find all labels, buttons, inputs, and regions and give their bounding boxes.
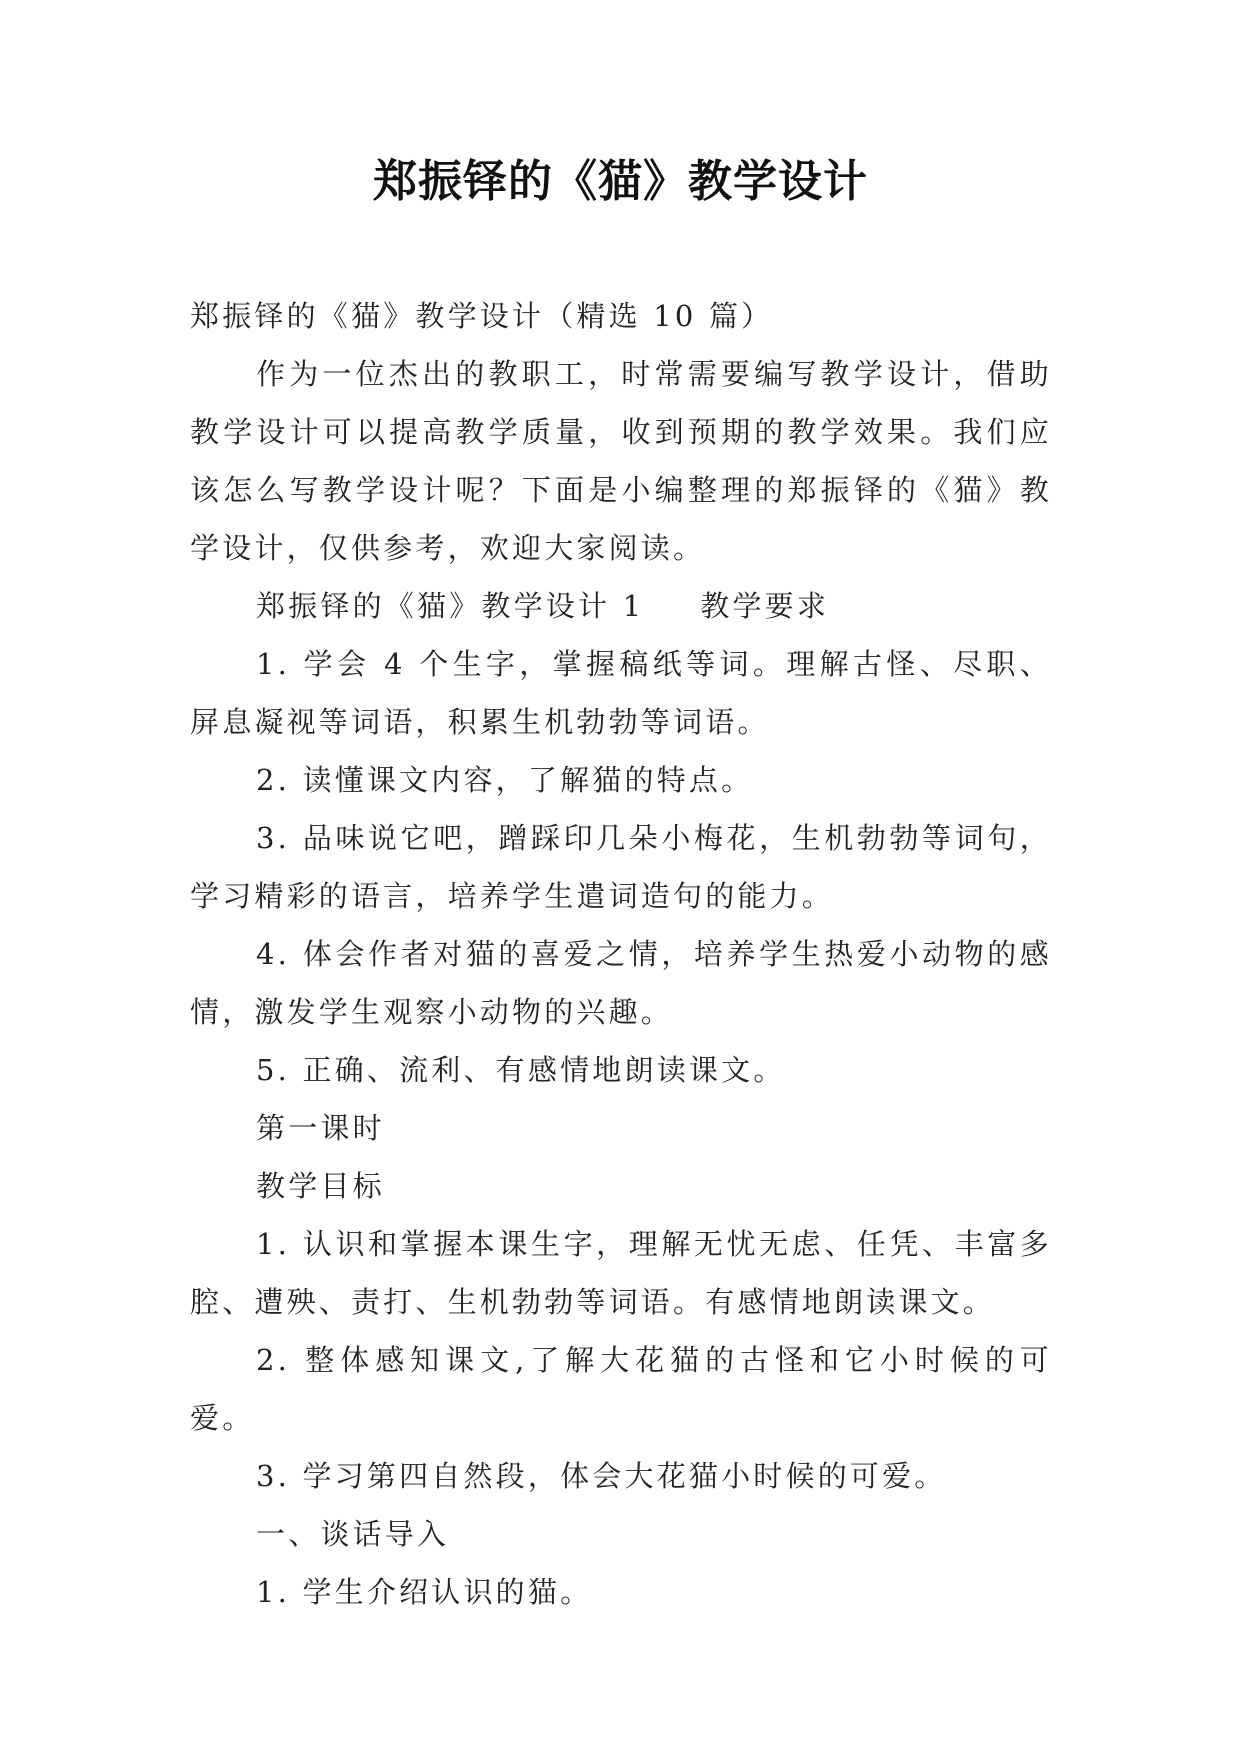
intro-paragraph: 作为一位杰出的教职工，时常需要编写教学设计，借助教学设计可以提高教学质量，收到预期的教学效果。我们应该怎么写教学设计呢？下面是小编整理的郑振铎的《猫》教学设计，仅供参考，欢迎大家阅读。	[190, 357, 1052, 565]
section-subheading: 教学要求	[700, 589, 830, 623]
section-heading: 郑振铎的《猫》教学设计 1	[256, 589, 645, 623]
requirement-item: 2. 读懂课文内容，了解猫的特点。	[256, 763, 754, 797]
requirement-item: 5. 正确、流利、有感情地朗读课文。	[256, 1053, 786, 1087]
step-item: 1. 学生介绍认识的猫。	[256, 1575, 593, 1609]
document-body	[190, 287, 1052, 1621]
requirement-item: 4. 体会作者对猫的喜爱之情，培养学生热爱小动物的感情，激发学生观察小动物的兴趣。	[190, 937, 1052, 1029]
objectives-label: 教学目标	[256, 1169, 385, 1203]
requirement-item: 3. 品味说它吧，蹭踩印几朵小梅花，生机勃勃等词句，学习精彩的语言，培养学生遣词造句的能力。	[190, 821, 1052, 913]
step-heading: 一、谈话导入	[256, 1517, 450, 1551]
objective-item: 3. 学习第四自然段，体会大花猫小时候的可爱。	[256, 1459, 947, 1493]
objective-item: 2. 整体感知课文,了解大花猫的古怪和它小时候的可爱。	[190, 1343, 1052, 1435]
lesson-label: 第一课时	[256, 1111, 385, 1145]
requirement-item: 1. 学会 4 个生字，掌握稿纸等词。理解古怪、尽职、屏息凝视等词语，积累生机勃勃等词语。	[190, 647, 1052, 739]
section-heading-line	[190, 577, 1052, 635]
document-title: 郑振铎的《猫》教学设计	[373, 156, 868, 207]
document-subtitle: 郑振铎的《猫》教学设计（精选 10 篇）	[190, 299, 774, 333]
objective-item: 1. 认识和掌握本课生字，理解无忧无虑、任凭、丰富多腔、遭殃、责打、生机勃勃等词语。有感情地朗读课文。	[190, 1227, 1052, 1319]
